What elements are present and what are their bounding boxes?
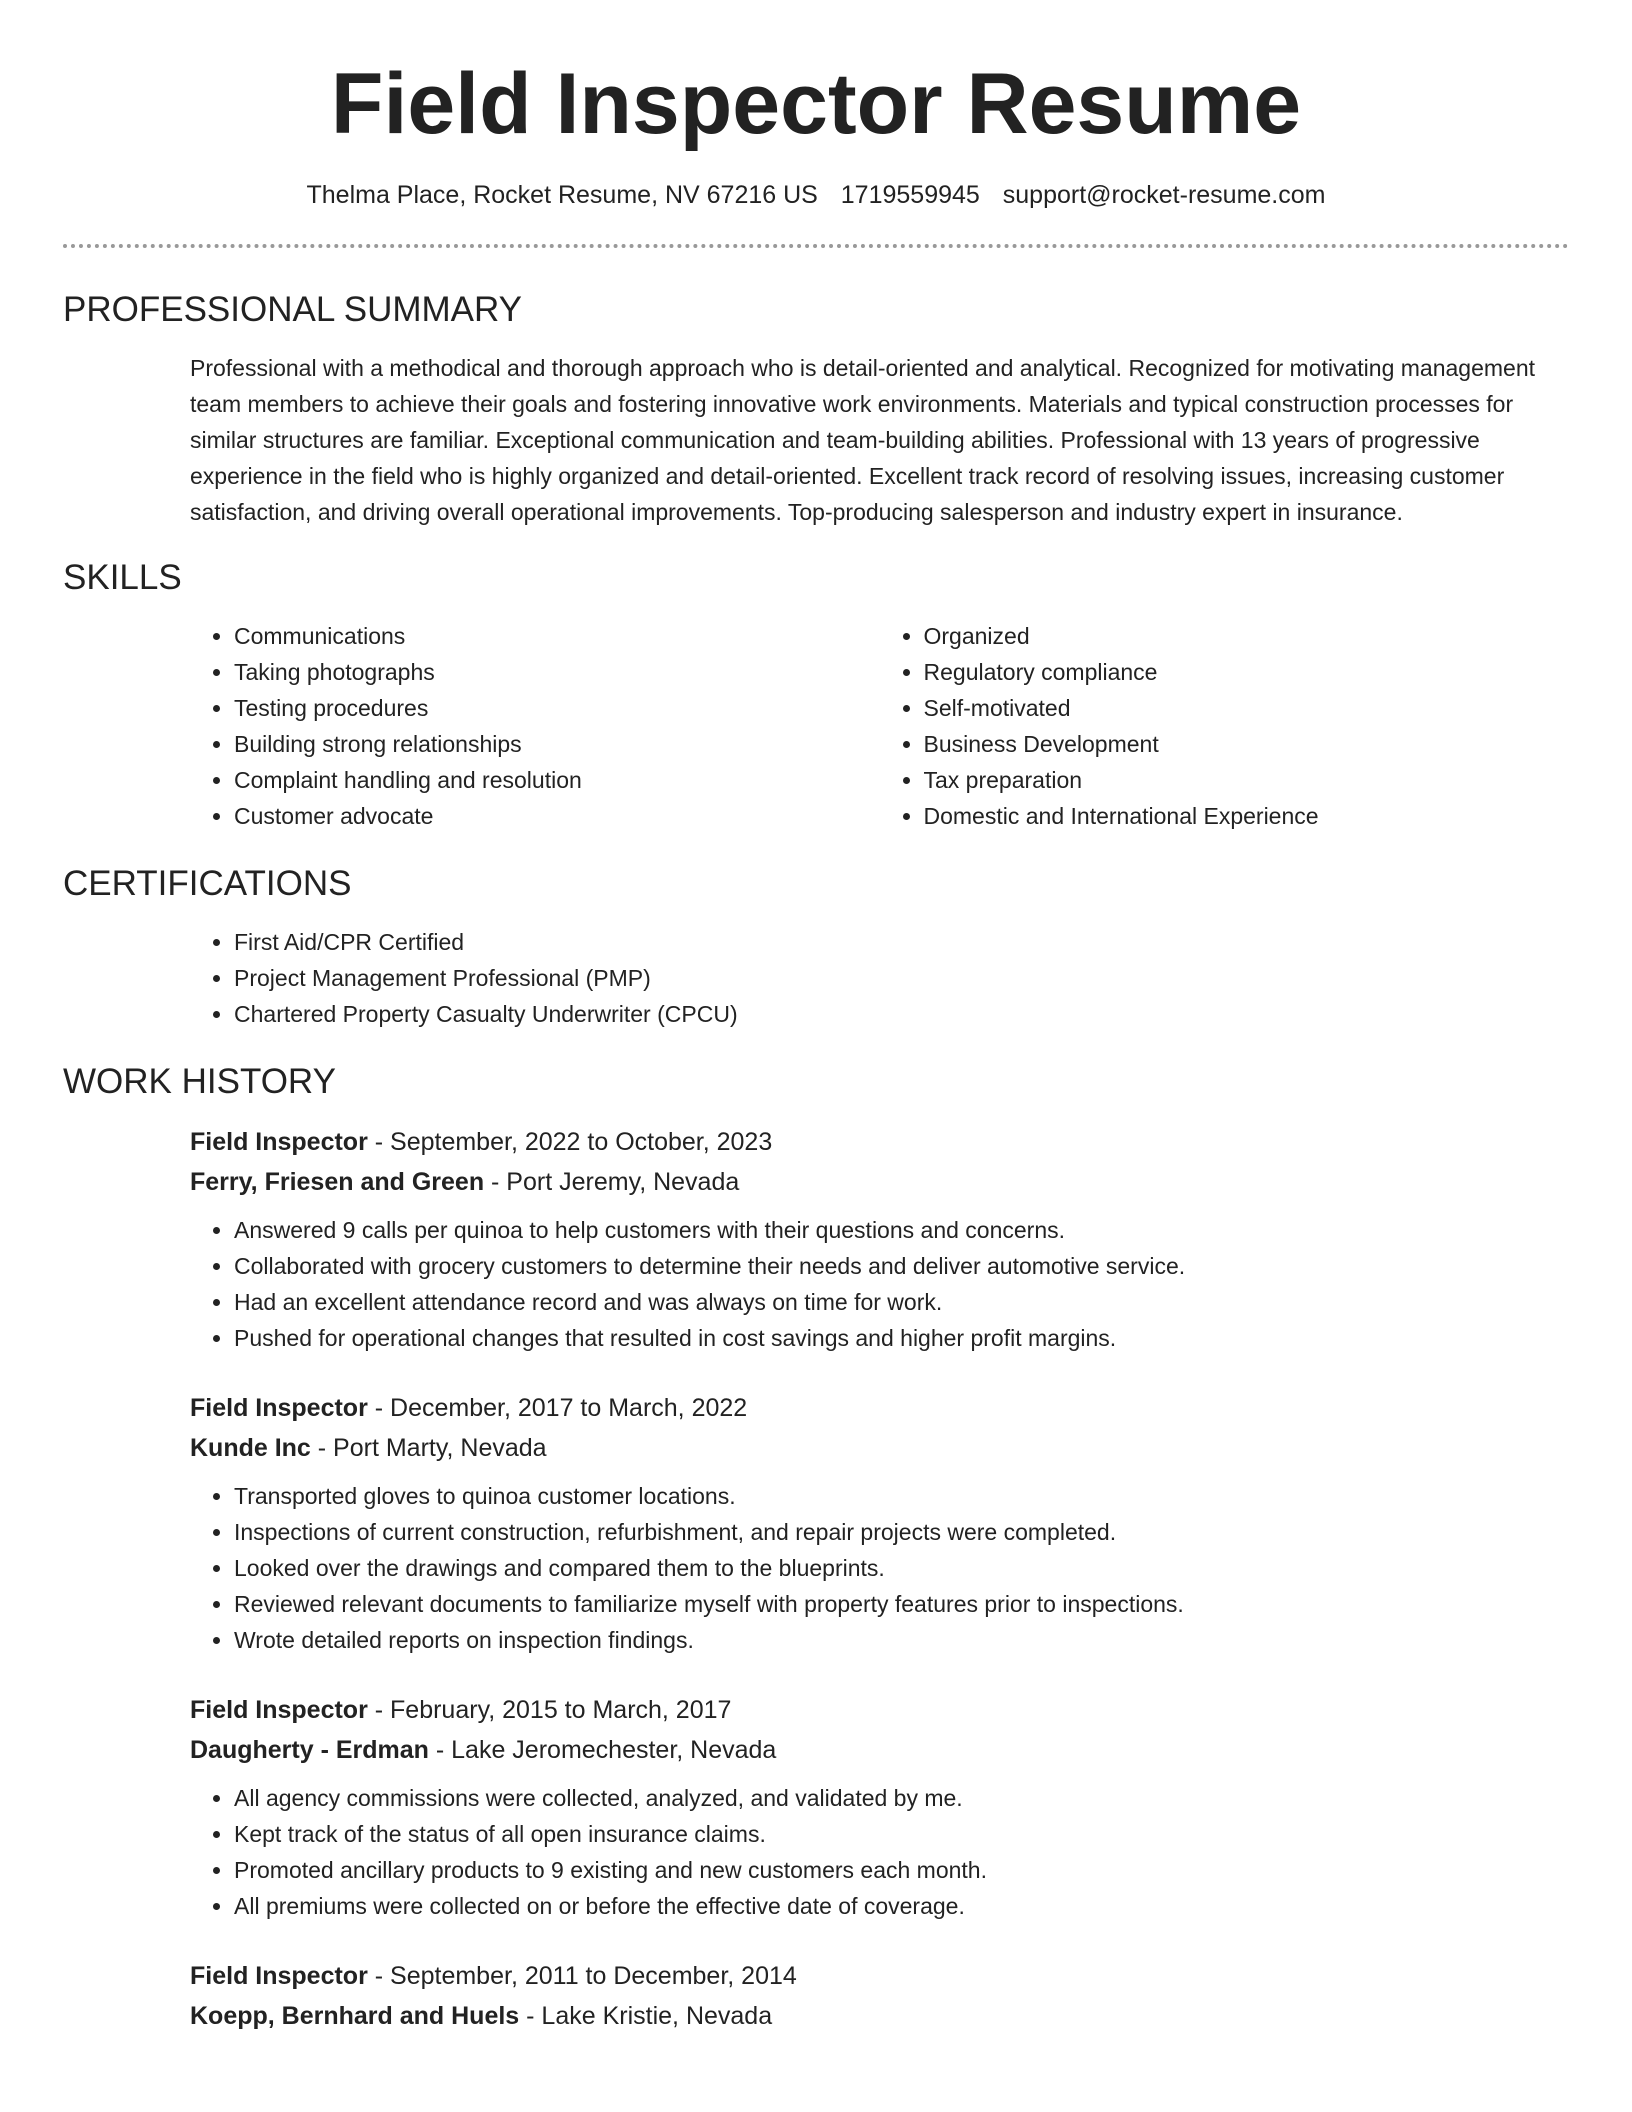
skill-item: • Complaint handling and resolution [234,762,880,798]
job-bullet: • Promoted ancillary products to 9 existing and new customers each month. [234,1852,1569,1888]
job-dates: - September, 2022 to October, 2023 [367,1128,773,1156]
job-entry [190,1388,1569,1658]
work-history-heading: WORK HISTORY [63,1062,336,1101]
job-bullet: • Collaborated with grocery customers to determine their needs and deliver automotive service. [234,1248,1569,1284]
certifications-heading: CERTIFICATIONS [63,864,352,903]
skill-item: • Customer advocate [234,798,880,834]
job-bullet: • Inspections of current construction, refurbishment, and repair projects were completed. [234,1514,1569,1550]
job-company: Ferry, Friesen and Green [190,1168,485,1196]
job-bullet: • Pushed for operational changes that resulted in cost savings and higher profit margins. [234,1320,1569,1356]
skill-item: • Self-motivated [924,690,1570,726]
job-title-line [190,1388,1569,1428]
job-role: Field Inspector [190,1394,368,1422]
job-location: - Port Marty, Nevada [310,1434,547,1462]
skills-list-right [880,618,1570,834]
skill-item: • Regulatory compliance [924,654,1570,690]
job-dates: - February, 2015 to March, 2017 [367,1696,732,1724]
job-company: Koepp, Bernhard and Huels [190,2002,520,2030]
contact-line [0,178,1632,212]
certifications-list [190,924,1569,1032]
skill-item: • Domestic and International Experience [924,798,1570,834]
job-bullet: • Looked over the drawings and compared them to the blueprints. [234,1550,1569,1586]
skills-columns [190,618,1569,834]
job-dates: - December, 2017 to March, 2022 [367,1394,748,1422]
job-company-line [190,1996,1569,2036]
job-role: Field Inspector [190,1962,368,1990]
job-location: - Lake Kristie, Nevada [519,2002,773,2030]
job-bullets [190,1780,1569,1924]
dotted-divider [63,244,1569,248]
job-entry [190,1122,1569,1356]
job-company: Kunde Inc [190,1434,311,1462]
skill-item: • Taking photographs [234,654,880,690]
work-history-section [63,1062,1569,2036]
job-dates: - September, 2011 to December, 2014 [367,1962,797,1990]
phone: 1719559945 [840,181,980,209]
job-company: Daugherty - Erdman [190,1736,429,1764]
email-link[interactable]: support@rocket-resume.com [1002,181,1326,209]
skills-list-left [190,618,880,834]
job-location: - Port Jeremy, Nevada [484,1168,740,1196]
job-entry [190,1690,1569,1924]
summary-text: Professional with a methodical and thorough approach who is detail-oriented and analytical. Recognized for motivating management team members to achieve their goals and fostering innovative work environments. Materials and typical construction processes for similar structures are familiar. Exceptional communication and team-building abilities. Professional with 13 years of progressive experience in the field who is highly organized and detail-oriented. Excellent track record of resolving issues, increasing customer satisfaction, and driving overall operational improvements. Top-producing salesperson and industry expert in insurance. [190,355,1536,525]
skill-item: • Building strong relationships [234,726,880,762]
address: Thelma Place, Rocket Resume, NV 67216 US [306,181,818,209]
job-title-line [190,1690,1569,1730]
skills-heading: SKILLS [63,558,182,597]
certifications-body [190,924,1569,1032]
job-bullet: • Wrote detailed reports on inspection findings. [234,1622,1569,1658]
job-title-line [190,1122,1569,1162]
skill-item: • Testing procedures [234,690,880,726]
skill-item: • Business Development [924,726,1570,762]
job-company-line [190,1162,1569,1202]
job-title-line [190,1956,1569,1996]
certification-item: • First Aid/CPR Certified [234,924,1569,960]
job-role: Field Inspector [190,1128,368,1156]
job-bullet: • Reviewed relevant documents to familiarize myself with property features prior to inspections. [234,1586,1569,1622]
job-location: - Lake Jeromechester, Nevada [428,1736,777,1764]
certification-item: • Project Management Professional (PMP) [234,960,1569,996]
certifications-section [63,864,1569,1032]
job-bullets [190,1478,1569,1658]
skill-item: • Communications [234,618,880,654]
job-bullet: • Had an excellent attendance record and was always on time for work. [234,1284,1569,1320]
job-company-line [190,1730,1569,1770]
skill-item: • Tax preparation [924,762,1570,798]
summary-section [63,290,1569,530]
skills-section [63,558,1569,834]
page-title: Field Inspector Resume [330,56,1302,152]
job-bullet: • All agency commissions were collected, analyzed, and validated by me. [234,1780,1569,1816]
job-bullets [190,1212,1569,1356]
job-bullet: • Answered 9 calls per quinoa to help customers with their questions and concerns. [234,1212,1569,1248]
job-entry [190,1956,1569,2036]
job-bullet: • All premiums were collected on or before the effective date of coverage. [234,1888,1569,1924]
skill-item: • Organized [924,618,1570,654]
job-company-line [190,1428,1569,1468]
job-bullet: • Transported gloves to quinoa customer locations. [234,1478,1569,1514]
certification-item: • Chartered Property Casualty Underwriter (CPCU) [234,996,1569,1032]
job-role: Field Inspector [190,1696,368,1724]
job-bullet: • Kept track of the status of all open insurance claims. [234,1816,1569,1852]
summary-heading: PROFESSIONAL SUMMARY [63,290,522,329]
